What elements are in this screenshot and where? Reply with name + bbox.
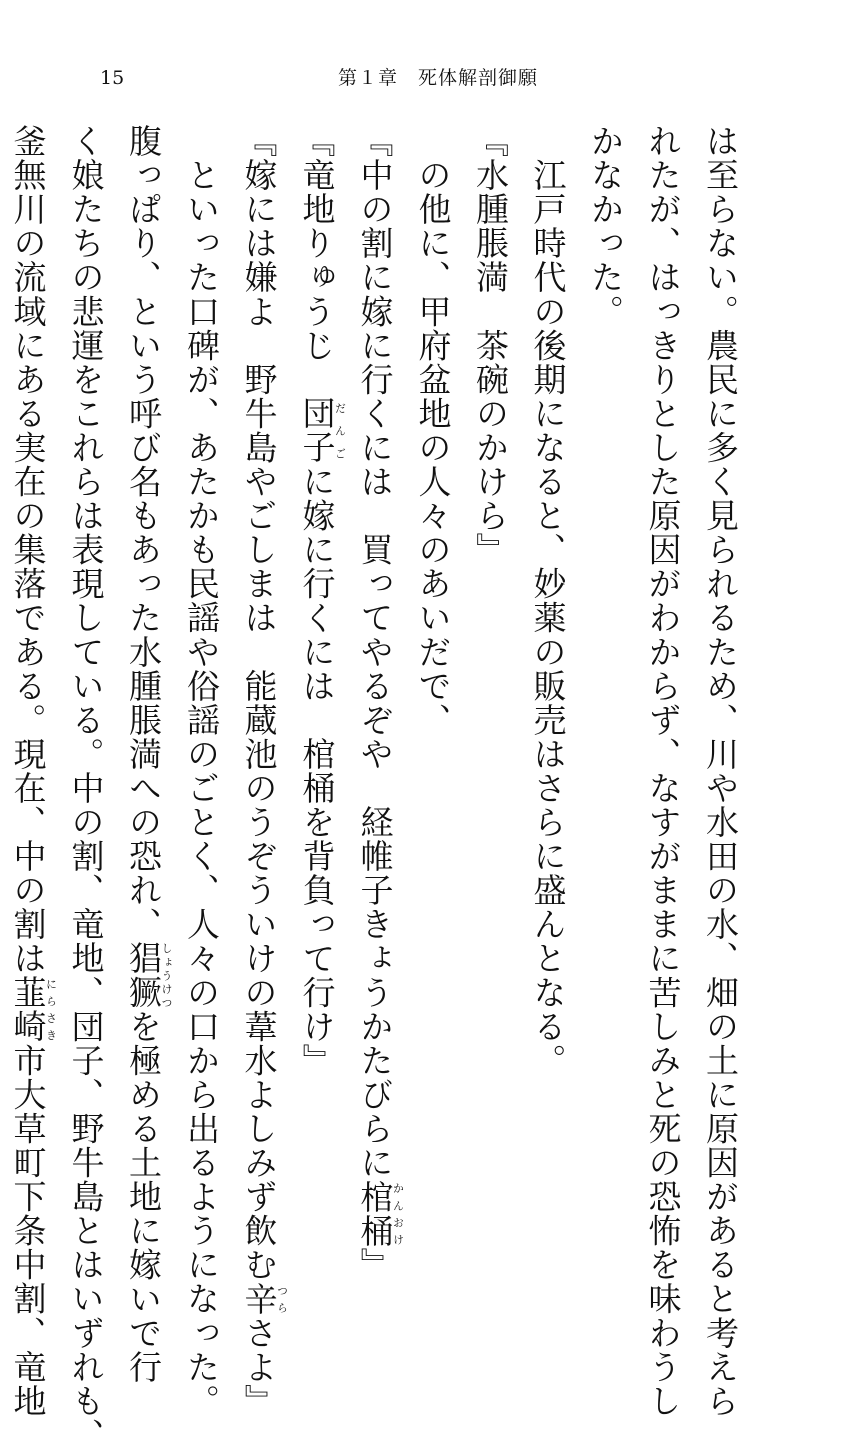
text-line: く娘たちの悲運をこれらは表現している。中の割、竜地、団子、野牛島とはいずれも、 <box>66 124 106 1452</box>
furigana: 猖獗しょうけつ <box>124 941 173 1010</box>
furigana: 棺桶かんおけ <box>355 1179 405 1248</box>
furigana-reading: つら <box>275 1281 289 1316</box>
text-line: れたが、はっきりとした原因がわからず、なすがままに苦しみと死の恐怖を味わうし <box>643 124 683 1418</box>
text-line: 『嫁には嫌よ 野牛島やごしまは 能蔵池のうぞういけの葦水よしみず飲む辛つらさよ』 <box>239 124 289 1418</box>
page-number: 15 <box>100 67 125 89</box>
running-head: 第１章 死体解剖御願 <box>338 67 539 89</box>
text-line: 『竜地りゅうじ 団子だんごに嫁に行くには 棺桶を背負って行け』 <box>297 124 347 1078</box>
text-line: は至らない。農民に多く見られるため、川や水田の水、畑の土に原因があると考えら <box>701 124 740 1418</box>
body-text <box>8 124 749 1452</box>
furigana-reading: にらさき <box>44 975 58 1044</box>
text-line: 『中の割に嫁に行くには 買ってやるぞや 経帷子きょうかたびらに棺桶かんおけ』 <box>355 124 405 1282</box>
furigana: 団子だんご <box>297 396 347 465</box>
text-line: かなかった。 <box>586 124 625 329</box>
furigana: 辛つら <box>239 1281 289 1316</box>
text-line: 江戸時代の後期になると、妙薬の販売はさらに盛んとなる。 <box>528 124 568 1078</box>
text-line: といった口碑が、あたかも民謡や俗謡のごとく、人々の口から出るようになった。 <box>182 124 221 1418</box>
furigana-reading: かんおけ <box>391 1179 405 1248</box>
text-line: 『水腫脹満 茶碗のかけら』 <box>471 124 510 567</box>
text-line: 釜無川の流域にある実在の集落である。現在、中の割は韮崎にらさき市大草町下条中割、竜地 <box>8 124 58 1418</box>
furigana-reading: しょうけつ <box>160 941 173 1010</box>
furigana-reading: だんご <box>333 396 347 465</box>
furigana: 韮崎にらさき <box>8 975 58 1044</box>
text-line: の他に、甲府盆地の人々のあいだで、 <box>413 124 453 737</box>
text-line: 腹っぱり、という呼び名もあった水腫脹満への恐れ、猖獗しょうけつを極める土地に嫁いで行 <box>124 124 173 1384</box>
